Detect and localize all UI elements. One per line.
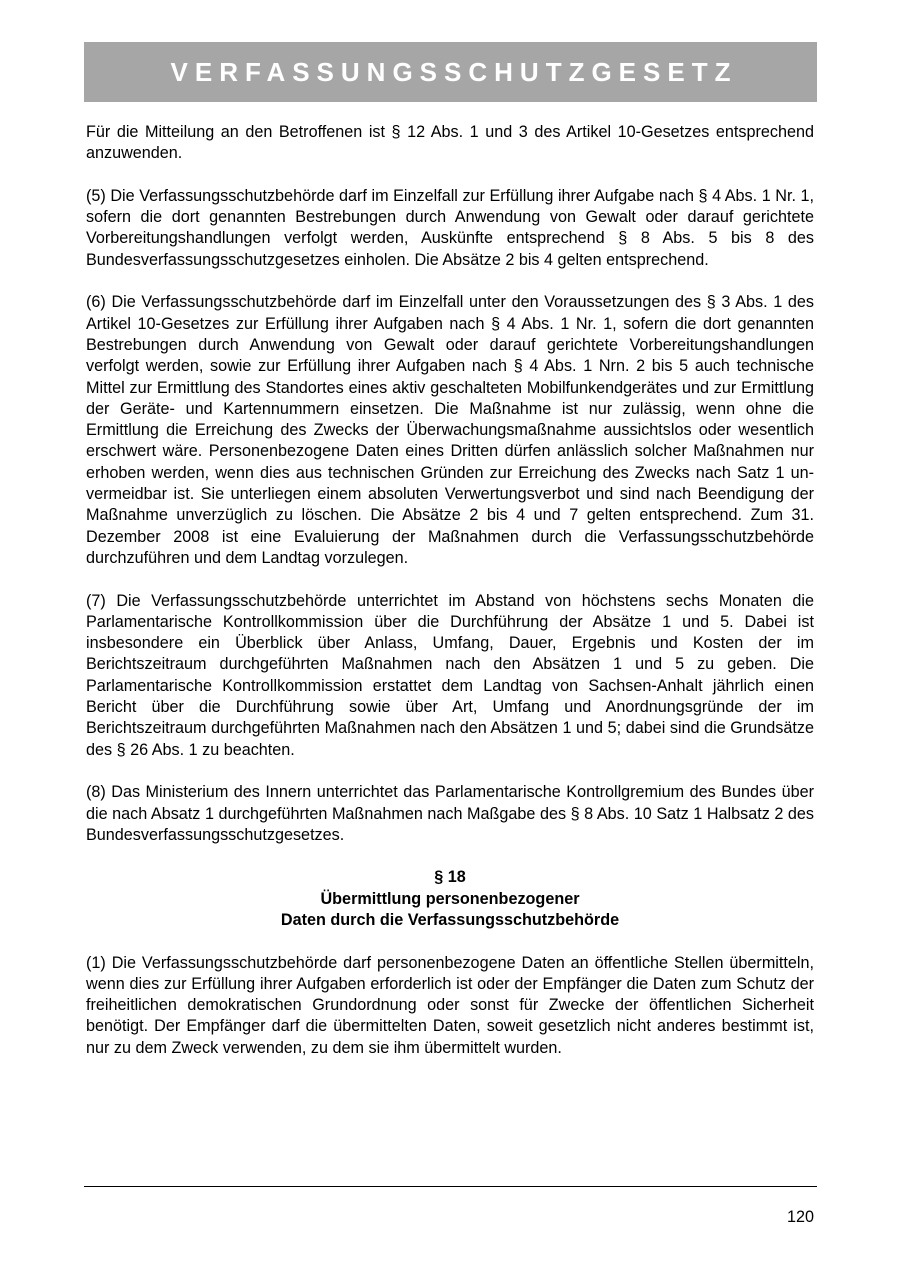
section-18-paragraph-1: (1) Die Verfassungsschutzbehörde darf personenbezogene Daten an öffentliche Stellen übermitteln, wenn dies zur Erfüllung ihrer Aufgaben erforderlich ist oder der Empfänger die Daten zum Schutz der freiheitlichen demokratischen Grundordnung oder sonst für Zwecke der öffentlichen Sicherheit benötigt. Der Empfänger darf die übermittelten Daten, soweit gesetzlich nicht anderes bestimmt ist, nur zu dem Zweck verwenden, zu dem sie ihm übermittelt wurden. bbox=[86, 953, 814, 1057]
paragraph-6: (6) Die Verfassungsschutzbehörde darf im Einzelfall unter den Voraussetzungen des § 3 Abs. 1 des Artikel 10-Gesetzes zur Erfüllung ihrer Aufgaben nach § 4 Abs. 1 Nr. 1, sofern die dort genannten Bestrebungen durch Anwendung von Gewalt oder darauf gerichtete Vorbereitungshandlungen verfolgt werden, sowie zur Erfüllung ihrer Aufgaben nach § 4 Abs. 1 Nrn. 2 bis 5 auch technische Mittel zur Ermittlung des Standortes eines aktiv geschalteten Mobilfunkendgerätes und zur Ermittlung der Geräte- und Kartennummern einsetzen. Die Maßnahme ist nur zulässig, wenn ohne die Ermittlung die Erreichung des Zwecks der Überwachungsmaßnahme aussichtslos oder wesentlich erschwert wäre. Personenbezogene Daten eines Dritten dürfen anlässlich solcher Maßnahmen nur erhoben werden, wenn dies aus technischen Gründen zur Erreichung des Zwecks nach Satz 1 unvermeidbar ist. Sie unterliegen einem absoluten Verwertungsverbot und sind nach Beendigung der Maßnahme unverzüglich zu löschen. Die Absätze 2 bis 4 und 7 gelten entsprechend. Zum 31. Dezember 2008 ist eine Evaluierung der Maßnahmen durch die Verfassungsschutzbehörde durchzuführen und dem Landtag vorzulegen. bbox=[86, 293, 814, 567]
section-18-heading bbox=[86, 867, 814, 931]
header-title: VERFASSUNGSSCHUTZGESETZ bbox=[170, 56, 738, 87]
section-18-number: § 18 bbox=[434, 868, 466, 887]
section-18-title-line-2: Daten durch die Verfassungsschutzbehörde bbox=[280, 910, 620, 929]
document-body bbox=[86, 122, 814, 1080]
header-bar bbox=[84, 42, 817, 102]
paragraph-5: (5) Die Verfassungsschutzbehörde darf im Einzelfall zur Erfüllung ihrer Aufgabe nach § 4 Abs. 1 Nr. 1, sofern die dort genannten Bestrebungen durch Anwendung von Gewalt oder darauf gerichtete Vorbereitungshandlungen verfolgt werden, Auskünfte entsprechend § 8 Abs. 5 bis 8 des Bundesverfassungsschutzgesetzes einholen. Die Absätze 2 bis 4 gelten entsprechend. bbox=[86, 186, 814, 269]
section-18-title-line-1: Übermittlung personenbezogener bbox=[320, 889, 580, 908]
footer-divider bbox=[84, 1186, 817, 1187]
paragraph-8: (8) Das Ministerium des Innern unterrichtet das Parlamentarische Kontrollgremium des Bundes über die nach Absatz 1 durchgeführten Maßnahmen nach Maßgabe des § 8 Abs. 10 Satz 1 Halbsatz 2 des Bundesverfassungsschutzgesetzes. bbox=[86, 783, 814, 844]
paragraph-7: (7) Die Verfassungsschutzbehörde unterrichtet im Abstand von höchstens sechs Monaten die Parlamentarische Kontrollkommission über die Durchführung der Absätze 1 und 5. Dabei ist insbesondere ein Überblick über Anlass, Umfang, Dauer, Ergebnis und Kosten der im Berichtszeitraum durchgeführten Maßnahmen nach den Absätzen 1 und 5 zu geben. Die Parlamentarische Kontrollkommission erstattet dem Landtag von Sachsen-Anhalt jährlich einen Bericht über die Durchführung sowie über Art, Umfang und Anordnungsgründe der im Berichtszeitraum durchgeführten Maßnahmen nach den Absätzen 1 und 5; dabei sind die Grundsätze des § 26 Abs. 1 zu beachten. bbox=[86, 591, 814, 759]
page-number: 120 bbox=[786, 1208, 814, 1226]
paragraph-intro: Für die Mitteilung an den Betroffenen ist § 12 Abs. 1 und 3 des Artikel 10-Gesetzes entsprechend anzuwenden. bbox=[86, 123, 814, 163]
